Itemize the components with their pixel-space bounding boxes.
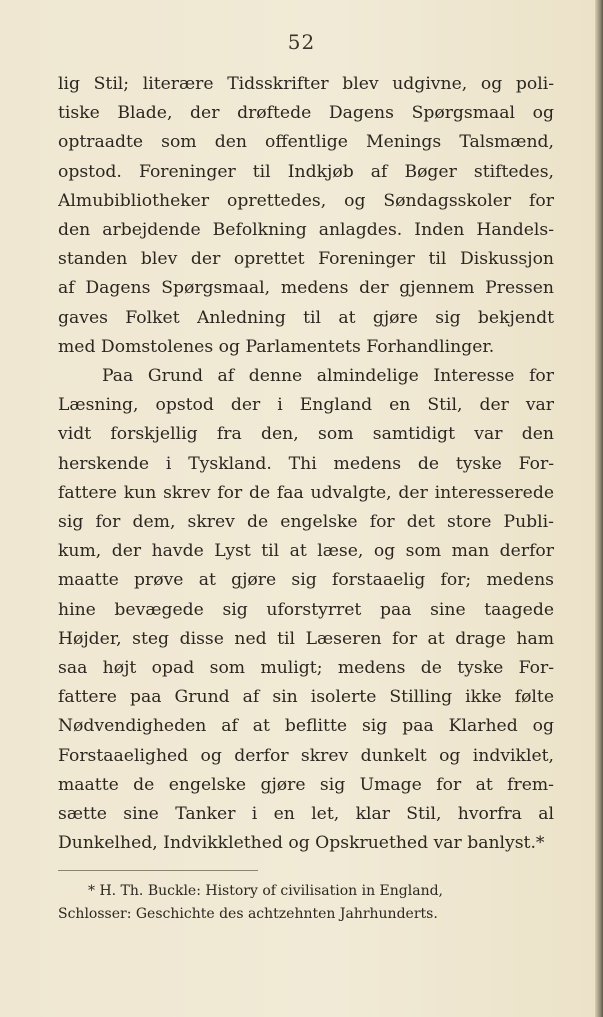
text-line: standen blev der oprettet Foreninger til Diskussjon <box>58 249 554 270</box>
text-line: Læsning, opstod der i England en Stil, der var <box>58 395 554 416</box>
text-line: sig for dem, skrev de engelske for det store Publi- <box>58 512 554 533</box>
text-line: maatte de engelske gjøre sig Umage for at frem- <box>58 774 554 795</box>
text-line: Højder, steg disse ned til Læseren for at drage ham <box>58 628 554 649</box>
text-line: den arbejdende Befolkning anlagdes. Inden Handels- <box>58 220 554 241</box>
text-line: Nødvendigheden af at beflitte sig paa Klarhed og <box>58 716 554 737</box>
text-line: optraadte som den offentlige Menings Talsmænd, <box>58 132 554 153</box>
text-line: herskende i Tyskland. Thi medens de tyske For- <box>58 453 554 474</box>
text-line: kum, der havde Lyst til at læse, og som man derfor <box>58 541 554 562</box>
footnote-divider <box>58 870 258 871</box>
paragraph-start-line: Paa Grund af denne almindelige Interesse for <box>102 366 554 387</box>
page-edge-shadow <box>595 0 603 1017</box>
text-line: Dunkelhed, Indvikklethed og Opskruethed var banlyst.* <box>58 833 545 854</box>
text-line: maatte prøve at gjøre sig forstaaelig for; medens <box>58 570 554 591</box>
footnote-line: * H. Th. Buckle: History of civilisation in England, <box>88 883 443 899</box>
text-line: Almubibliotheker oprettedes, og Søndagsskoler for <box>58 190 554 211</box>
text-line: lig Stil; literære Tidsskrifter blev udgivne, og poli- <box>58 74 554 94</box>
text-line: gaves Folket Anledning til at gjøre sig bekjendt <box>58 307 554 328</box>
text-line: fattere paa Grund af sin isolerte Stilling ikke følte <box>58 687 554 708</box>
text-line: Forstaaelighed og derfor skrev dunkelt og indviklet, <box>58 745 554 766</box>
footnote <box>58 880 554 926</box>
text-line: af Dagens Spørgsmaal, medens der gjennem Pressen <box>58 278 554 299</box>
text-line: sætte sine Tanker i en let, klar Stil, hvorfra al <box>58 804 554 825</box>
footnote-line: Schlosser: Geschichte des achtzehnten Jahrhunderts. <box>58 906 438 922</box>
page-number: 52 <box>287 30 316 54</box>
text-line: opstod. Foreninger til Indkjøb af Bøger stiftedes, <box>58 161 554 182</box>
text-line: med Domstolenes og Parlamentets Forhandlinger. <box>58 336 495 357</box>
text-line: fattere kun skrev for de faa udvalgte, der interesserede <box>58 482 554 503</box>
text-line: vidt forskjellig fra den, som samtidigt var den <box>58 424 554 445</box>
text-line: saa højt opad som muligt; medens de tyske For- <box>58 658 554 679</box>
text-line: hine bevægede sig uforstyrret paa sine taagede <box>58 599 554 620</box>
text-line: tiske Blade, der drøftede Dagens Spørgsmaal og <box>58 103 554 124</box>
body-text <box>58 70 554 858</box>
